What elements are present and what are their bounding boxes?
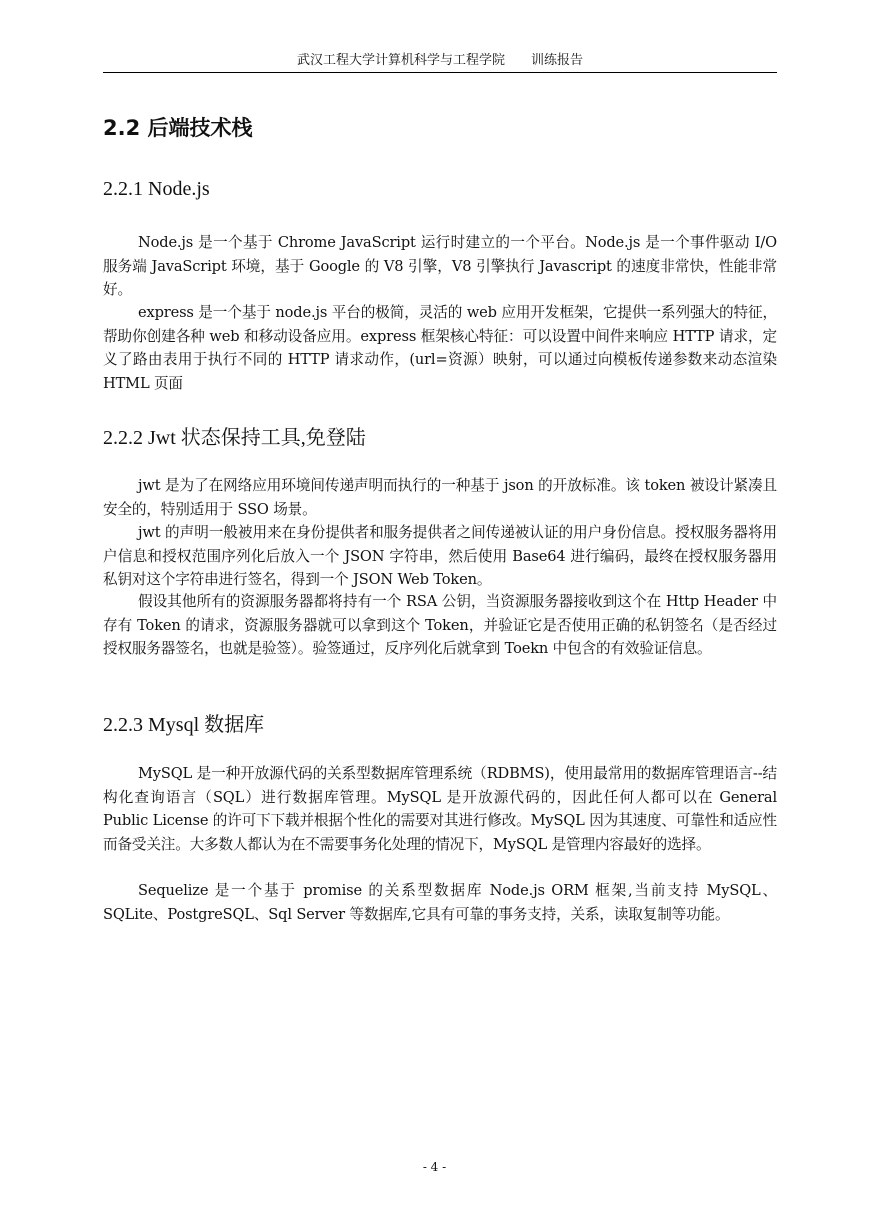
subsection-title-jwt: 2.2.2 Jwt 状态保持工具,免登陆 — [103, 427, 366, 449]
section-title: 2.2 后端技术栈 — [103, 116, 253, 140]
page-header — [103, 50, 777, 73]
subsection-title-nodejs: 2.2.1 Node.js — [103, 178, 210, 200]
paragraph-nodejs-intro: Node.js 是一个基于 Chrome JavaScript 运行时建立的一个平台。Node.js 是一个事件驱动 I/O 服务端 JavaScript 环境，基于 Google 的 V8 引擎，V8 引擎执行 Javascript 的速度非常快，性能非常好。 — [103, 234, 777, 298]
paragraph-jwt-intro: jwt 是为了在网络应用环境间传递声明而执行的一种基于 json 的开放标准。该 token 被设计紧凑且安全的，特别适用于 SSO 场景。 — [103, 477, 777, 518]
subsection-title-mysql: 2.2.3 Mysql 数据库 — [103, 714, 265, 736]
paragraph-express: express 是一个基于 node.js 平台的极简，灵活的 web 应用开发框架，它提供一系列强大的特征，帮助你创建各种 web 和移动设备应用。express 框架核心特征：可以设置中间件来响应 HTTP 请求，定义了路由表用于执行不同的 HTTP 请求动作，(url=资源）映射，可以通过向模板传递参数来动态渲染 HTML 页面 — [103, 304, 777, 392]
header-report-type: 训练报告 — [531, 53, 584, 68]
paragraph-jwt-rsa: 假设其他所有的资源服务器都将持有一个 RSA 公钥，当资源服务器接收到这个在 Http Header 中存有 Token 的请求，资源服务器就可以拿到这个 Token，并验证它是否使用正确的私钥签名（是否经过授权服务器签名，也就是验签）。验签通过，反序列化后就拿到 Toekn 中包含的有效验证信息。 — [103, 593, 777, 657]
paragraph-jwt-claims: jwt 的声明一般被用来在身份提供者和服务提供者之间传递被认证的用户身份信息。授权服务器将用户信息和授权范围序列化后放入一个 JSON 字符串，然后使用 Base64 进行编码，最终在授权服务器用私钥对这个字符串进行签名，得到一个 JSON Web Token。 — [103, 524, 777, 588]
paragraph-mysql: MySQL 是一种开放源代码的关系型数据库管理系统（RDBMS)，使用最常用的数据库管理语言--结构化查询语言（SQL）进行数据库管理。MySQL 是开放源代码的，因此任何人都可以在 General Public License 的许可下下载并根据个性化的需要对其进行修改。MySQL 因为其速度、可靠性和适应性而备受关注。大多数人都认为在不需要事务化处理的情况下，MySQL 是管理内容最好的选择。 — [103, 765, 777, 853]
page-number: - 4 - — [422, 1160, 447, 1174]
header-school: 武汉工程大学计算机科学与工程学院 — [296, 53, 505, 68]
paragraph-sequelize: Sequelize 是一个基于 promise 的关系型数据库 Node.js ORM 框架,当前支持 MySQL、SQLite、PostgreSQL、Sql Server 等数据库,它具有可靠的事务支持，关系，读取复制等功能。 — [103, 882, 777, 923]
